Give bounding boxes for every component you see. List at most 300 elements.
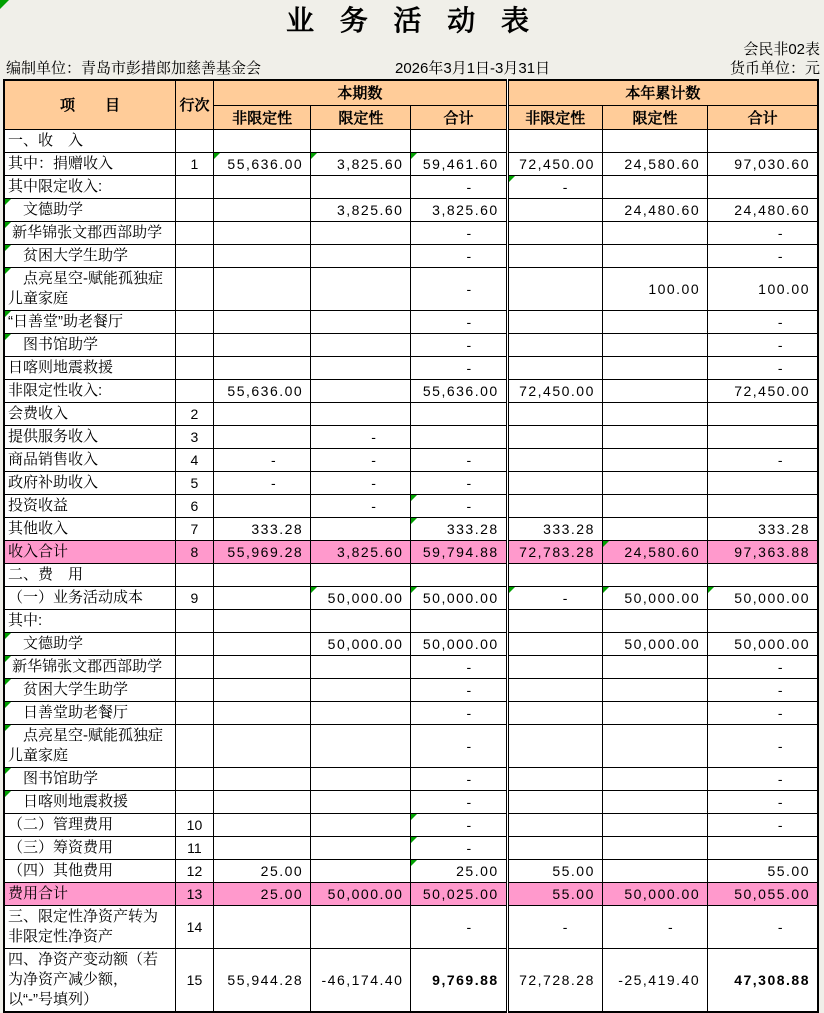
item-cell[interactable]: 贫困大学生助学 <box>4 678 175 701</box>
item-cell[interactable]: 二、费 用 <box>4 563 175 586</box>
value-cell[interactable]: 25.00 <box>213 882 310 905</box>
item-cell[interactable]: 其中限定收入: <box>4 175 175 198</box>
value-cell[interactable] <box>507 632 602 655</box>
value-cell[interactable]: - <box>411 905 507 948</box>
value-cell[interactable]: 72,783.28 <box>507 540 602 563</box>
value-cell[interactable] <box>311 517 411 540</box>
value-cell[interactable] <box>507 471 602 494</box>
value-cell[interactable] <box>311 129 411 152</box>
item-cell[interactable]: “日善堂”助老餐厅 <box>4 310 175 333</box>
value-cell[interactable] <box>311 724 411 767</box>
value-cell[interactable] <box>507 701 602 724</box>
value-cell[interactable]: - <box>411 175 507 198</box>
value-cell[interactable]: - <box>708 790 818 813</box>
error-indicator-icon <box>5 791 11 797</box>
line-no-cell[interactable]: 7 <box>175 517 213 540</box>
line-no-cell[interactable] <box>175 701 213 724</box>
value-cell[interactable]: - <box>708 813 818 836</box>
value-cell[interactable]: - <box>708 701 818 724</box>
item-cell[interactable]: （一）业务活动成本 <box>4 586 175 609</box>
header-line-no[interactable]: 行次 <box>175 80 213 129</box>
value-cell[interactable]: -46,174.40 <box>311 948 411 1012</box>
line-no-cell[interactable] <box>175 333 213 356</box>
value-cell[interactable] <box>507 198 602 221</box>
value-cell[interactable]: 9,769.88 <box>411 948 507 1012</box>
value-cell[interactable]: 24,480.60 <box>602 198 707 221</box>
value-cell[interactable]: 72,450.00 <box>507 152 602 175</box>
value-cell[interactable]: - <box>708 905 818 948</box>
value-cell[interactable] <box>708 425 818 448</box>
value-cell[interactable] <box>602 836 707 859</box>
table-row <box>4 425 818 448</box>
value-cell[interactable] <box>602 471 707 494</box>
value-cell[interactable] <box>507 655 602 678</box>
value-cell[interactable] <box>602 333 707 356</box>
value-cell[interactable] <box>311 379 411 402</box>
item-cell[interactable]: （四）其他费用 <box>4 859 175 882</box>
value-cell[interactable] <box>213 905 310 948</box>
value-cell[interactable] <box>213 244 310 267</box>
value-cell[interactable] <box>311 790 411 813</box>
value-cell[interactable] <box>311 701 411 724</box>
value-cell[interactable] <box>213 813 310 836</box>
line-no-cell[interactable]: 10 <box>175 813 213 836</box>
value-cell[interactable] <box>507 609 602 632</box>
value-cell[interactable]: - <box>507 586 602 609</box>
line-no-cell[interactable] <box>175 724 213 767</box>
value-cell[interactable] <box>213 701 310 724</box>
line-no-cell[interactable]: 2 <box>175 402 213 425</box>
value-cell[interactable]: - <box>311 425 411 448</box>
item-cell[interactable]: 贫困大学生助学 <box>4 244 175 267</box>
value-cell[interactable]: - <box>411 678 507 701</box>
value-cell[interactable] <box>708 609 818 632</box>
value-cell[interactable] <box>213 310 310 333</box>
value-cell[interactable]: 3,825.60 <box>311 540 411 563</box>
value-cell[interactable] <box>602 655 707 678</box>
header-current-total[interactable]: 合计 <box>411 105 507 129</box>
line-no-cell[interactable] <box>175 129 213 152</box>
line-no-cell[interactable] <box>175 609 213 632</box>
value-cell[interactable] <box>311 221 411 244</box>
header-year-to-date[interactable]: 本年累计数 <box>507 80 818 105</box>
header-current-period[interactable]: 本期数 <box>213 80 507 105</box>
value-cell[interactable] <box>311 175 411 198</box>
value-cell[interactable]: 50,055.00 <box>708 882 818 905</box>
value-cell[interactable]: - <box>411 333 507 356</box>
value-cell[interactable]: 55,636.00 <box>411 379 507 402</box>
value-cell[interactable] <box>507 813 602 836</box>
value-cell[interactable]: 100.00 <box>602 267 707 310</box>
line-no-cell[interactable]: 3 <box>175 425 213 448</box>
line-no-cell[interactable] <box>175 356 213 379</box>
error-indicator-icon <box>411 860 417 866</box>
value-cell[interactable]: 55.00 <box>507 882 602 905</box>
value-cell[interactable] <box>507 244 602 267</box>
value-cell[interactable]: - <box>708 333 818 356</box>
value-cell[interactable] <box>311 609 411 632</box>
line-no-cell[interactable] <box>175 198 213 221</box>
value-cell[interactable] <box>507 790 602 813</box>
line-no-cell[interactable] <box>175 790 213 813</box>
value-cell[interactable] <box>213 586 310 609</box>
table-row <box>4 859 818 882</box>
value-cell[interactable] <box>507 333 602 356</box>
table-row <box>4 905 818 948</box>
line-no-cell[interactable] <box>175 244 213 267</box>
item-cell[interactable]: 费用合计 <box>4 882 175 905</box>
item-cell[interactable]: 提供服务收入 <box>4 425 175 448</box>
item-cell[interactable]: 其他收入 <box>4 517 175 540</box>
line-no-cell[interactable]: 13 <box>175 882 213 905</box>
value-cell[interactable] <box>213 356 310 379</box>
value-cell[interactable]: - <box>213 448 310 471</box>
value-cell[interactable]: 59,794.88 <box>411 540 507 563</box>
value-cell[interactable]: - <box>411 267 507 310</box>
value-cell[interactable]: - <box>708 310 818 333</box>
value-cell[interactable] <box>311 836 411 859</box>
value-cell[interactable] <box>602 356 707 379</box>
item-cell[interactable]: 图书馆助学 <box>4 767 175 790</box>
value-cell[interactable]: 50,000.00 <box>602 586 707 609</box>
header-ytd-unrestricted[interactable]: 非限定性 <box>507 105 602 129</box>
value-cell[interactable] <box>311 678 411 701</box>
value-cell[interactable]: 50,000.00 <box>602 632 707 655</box>
value-cell[interactable] <box>708 563 818 586</box>
value-cell[interactable] <box>708 471 818 494</box>
value-cell[interactable]: - <box>507 175 602 198</box>
line-no-cell[interactable]: 5 <box>175 471 213 494</box>
value-cell[interactable]: 50,000.00 <box>411 632 507 655</box>
value-cell[interactable] <box>708 175 818 198</box>
error-indicator-icon <box>214 153 220 159</box>
item-cell[interactable]: （三）筹资费用 <box>4 836 175 859</box>
value-cell[interactable] <box>507 448 602 471</box>
value-cell[interactable]: - <box>708 678 818 701</box>
value-cell[interactable] <box>311 356 411 379</box>
value-cell[interactable] <box>602 175 707 198</box>
value-cell[interactable] <box>213 425 310 448</box>
value-cell[interactable]: - <box>708 655 818 678</box>
line-no-cell[interactable] <box>175 767 213 790</box>
line-no-cell[interactable]: 12 <box>175 859 213 882</box>
value-cell[interactable] <box>602 563 707 586</box>
item-cell[interactable]: 其中：捐赠收入 <box>4 152 175 175</box>
table-row <box>4 678 818 701</box>
value-cell[interactable] <box>602 129 707 152</box>
currency-unit: 货币单位：元 <box>729 60 820 77</box>
value-cell[interactable] <box>602 244 707 267</box>
value-cell[interactable]: - <box>708 767 818 790</box>
header-current-unrestricted[interactable]: 非限定性 <box>213 105 310 129</box>
value-cell[interactable]: 50,000.00 <box>708 632 818 655</box>
value-cell[interactable] <box>213 402 310 425</box>
header-item[interactable]: 项 目 <box>4 80 175 129</box>
value-cell[interactable] <box>311 267 411 310</box>
value-cell[interactable]: 97,030.60 <box>708 152 818 175</box>
value-cell[interactable]: - <box>411 356 507 379</box>
value-cell[interactable]: - <box>411 813 507 836</box>
value-cell[interactable]: 3,825.60 <box>311 152 411 175</box>
line-no-cell[interactable] <box>175 310 213 333</box>
item-cell[interactable]: 文德助学 <box>4 198 175 221</box>
value-cell[interactable] <box>213 563 310 586</box>
item-cell[interactable]: 新华锦张文郡西部助学 <box>4 655 175 678</box>
value-cell[interactable]: 50,000.00 <box>311 882 411 905</box>
value-cell[interactable]: 333.28 <box>213 517 310 540</box>
value-cell[interactable]: - <box>411 471 507 494</box>
value-cell[interactable]: 55,944.28 <box>213 948 310 1012</box>
value-cell[interactable]: 97,363.88 <box>708 540 818 563</box>
value-cell[interactable] <box>411 563 507 586</box>
value-cell[interactable] <box>507 310 602 333</box>
value-cell[interactable]: 333.28 <box>411 517 507 540</box>
value-cell[interactable] <box>602 767 707 790</box>
value-cell[interactable] <box>213 129 310 152</box>
line-no-cell[interactable] <box>175 563 213 586</box>
value-cell[interactable] <box>213 609 310 632</box>
item-cell[interactable]: 图书馆助学 <box>4 333 175 356</box>
value-cell[interactable] <box>311 563 411 586</box>
item-cell[interactable]: （二）管理费用 <box>4 813 175 836</box>
value-cell[interactable] <box>602 310 707 333</box>
item-cell[interactable]: 点亮星空-赋能孤独症儿童家庭 <box>4 724 175 767</box>
line-no-cell[interactable]: 6 <box>175 494 213 517</box>
value-cell[interactable]: 55.00 <box>708 859 818 882</box>
value-cell[interactable]: - <box>311 471 411 494</box>
value-cell[interactable] <box>507 425 602 448</box>
value-cell[interactable] <box>708 494 818 517</box>
value-cell[interactable] <box>602 701 707 724</box>
value-cell[interactable]: 55,636.00 <box>213 379 310 402</box>
value-cell[interactable]: 333.28 <box>708 517 818 540</box>
value-cell[interactable]: - <box>411 767 507 790</box>
value-cell[interactable]: - <box>507 905 602 948</box>
value-cell[interactable]: 72,450.00 <box>708 379 818 402</box>
value-cell[interactable]: 24,580.60 <box>602 152 707 175</box>
value-cell[interactable] <box>213 333 310 356</box>
item-cell[interactable]: 新华锦张文郡西部助学 <box>4 221 175 244</box>
value-cell[interactable]: - <box>411 310 507 333</box>
item-cell[interactable]: 日善堂助老餐厅 <box>4 701 175 724</box>
value-cell[interactable]: - <box>213 471 310 494</box>
value-cell[interactable] <box>602 813 707 836</box>
value-cell[interactable] <box>507 724 602 767</box>
value-cell[interactable]: 50,000.00 <box>311 632 411 655</box>
table-row <box>4 813 818 836</box>
value-cell[interactable] <box>602 425 707 448</box>
value-cell[interactable] <box>507 836 602 859</box>
value-cell[interactable] <box>311 767 411 790</box>
item-cell[interactable]: 点亮星空-赋能孤独症儿童家庭 <box>4 267 175 310</box>
value-cell[interactable]: 72,450.00 <box>507 379 602 402</box>
item-cell[interactable]: 投资收益 <box>4 494 175 517</box>
value-cell[interactable]: 47,308.88 <box>708 948 818 1012</box>
value-cell[interactable] <box>213 267 310 310</box>
item-cell[interactable]: 文德助学 <box>4 632 175 655</box>
value-cell[interactable]: 24,580.60 <box>602 540 707 563</box>
value-cell[interactable]: - <box>708 356 818 379</box>
value-cell[interactable] <box>411 425 507 448</box>
value-cell[interactable] <box>507 767 602 790</box>
line-no-cell[interactable] <box>175 678 213 701</box>
value-cell[interactable] <box>311 813 411 836</box>
value-cell[interactable]: 3,825.60 <box>411 198 507 221</box>
item-cell[interactable]: 一、收 入 <box>4 129 175 152</box>
header-ytd-total[interactable]: 合计 <box>708 105 818 129</box>
value-cell[interactable] <box>602 448 707 471</box>
header-ytd-restricted[interactable]: 限定性 <box>602 105 707 129</box>
value-cell[interactable] <box>602 609 707 632</box>
item-cell[interactable]: 政府补助收入 <box>4 471 175 494</box>
value-cell[interactable] <box>708 129 818 152</box>
value-cell[interactable] <box>213 836 310 859</box>
value-cell[interactable]: - <box>708 448 818 471</box>
header-current-restricted[interactable]: 限定性 <box>311 105 411 129</box>
value-cell[interactable]: - <box>311 494 411 517</box>
value-cell[interactable]: - <box>311 448 411 471</box>
value-cell[interactable] <box>311 905 411 948</box>
value-cell[interactable]: - <box>411 655 507 678</box>
value-cell[interactable] <box>708 836 818 859</box>
value-cell[interactable] <box>213 175 310 198</box>
table-row <box>4 701 818 724</box>
value-cell[interactable] <box>507 356 602 379</box>
value-cell[interactable]: 55.00 <box>507 859 602 882</box>
value-cell[interactable] <box>411 129 507 152</box>
table-row <box>4 448 818 471</box>
value-cell[interactable] <box>507 494 602 517</box>
value-cell[interactable]: 50,025.00 <box>411 882 507 905</box>
value-cell[interactable] <box>602 517 707 540</box>
item-cell[interactable]: 收入合计 <box>4 540 175 563</box>
line-no-cell[interactable]: 9 <box>175 586 213 609</box>
item-cell[interactable]: 其中: <box>4 609 175 632</box>
value-cell[interactable] <box>507 563 602 586</box>
line-no-cell[interactable] <box>175 221 213 244</box>
line-no-cell[interactable]: 11 <box>175 836 213 859</box>
value-cell[interactable] <box>602 859 707 882</box>
value-cell[interactable] <box>708 402 818 425</box>
value-cell[interactable] <box>411 609 507 632</box>
value-cell[interactable]: 50,000.00 <box>602 882 707 905</box>
table-row <box>4 836 818 859</box>
value-cell[interactable] <box>213 790 310 813</box>
value-cell[interactable]: - <box>602 905 707 948</box>
line-no-cell[interactable] <box>175 267 213 310</box>
value-cell[interactable]: 25.00 <box>411 859 507 882</box>
value-cell[interactable]: 55,969.28 <box>213 540 310 563</box>
value-cell[interactable] <box>507 221 602 244</box>
value-cell[interactable] <box>311 859 411 882</box>
value-cell[interactable] <box>507 678 602 701</box>
value-cell[interactable]: 50,000.00 <box>311 586 411 609</box>
value-cell[interactable] <box>213 767 310 790</box>
value-cell[interactable] <box>213 198 310 221</box>
line-no-cell[interactable]: 8 <box>175 540 213 563</box>
value-cell[interactable]: 25.00 <box>213 859 310 882</box>
value-cell[interactable] <box>213 494 310 517</box>
value-cell[interactable]: - <box>411 836 507 859</box>
value-cell[interactable] <box>602 790 707 813</box>
value-cell[interactable]: 55,636.00 <box>213 152 310 175</box>
value-cell[interactable]: 100.00 <box>708 267 818 310</box>
item-cell[interactable]: 日喀则地震救援 <box>4 356 175 379</box>
value-cell[interactable] <box>602 724 707 767</box>
line-no-cell[interactable] <box>175 379 213 402</box>
item-cell[interactable]: 四、净资产变动额（若为净资产减少额，以“-”号填列） <box>4 948 175 1012</box>
value-cell[interactable]: - <box>411 221 507 244</box>
table-row <box>4 563 818 586</box>
value-cell[interactable] <box>311 655 411 678</box>
value-cell[interactable] <box>411 402 507 425</box>
business-activity-table <box>3 79 819 1013</box>
value-cell[interactable] <box>602 379 707 402</box>
error-indicator-icon <box>5 222 11 228</box>
value-cell[interactable]: - <box>708 221 818 244</box>
value-cell[interactable] <box>602 494 707 517</box>
value-cell[interactable] <box>213 632 310 655</box>
value-cell[interactable]: - <box>708 244 818 267</box>
value-cell[interactable]: 3,825.60 <box>311 198 411 221</box>
value-cell[interactable] <box>507 129 602 152</box>
line-no-cell[interactable]: 4 <box>175 448 213 471</box>
value-cell[interactable]: -25,419.40 <box>602 948 707 1012</box>
line-no-cell[interactable] <box>175 655 213 678</box>
value-cell[interactable] <box>507 267 602 310</box>
line-no-cell[interactable]: 1 <box>175 152 213 175</box>
value-cell[interactable]: 50,000.00 <box>708 586 818 609</box>
item-cell[interactable]: 日喀则地震救援 <box>4 790 175 813</box>
value-cell[interactable]: - <box>411 244 507 267</box>
value-cell[interactable]: 59,461.60 <box>411 152 507 175</box>
value-cell[interactable] <box>213 655 310 678</box>
item-cell[interactable]: 三、限定性净资产转为非限定性净资产 <box>4 905 175 948</box>
value-cell[interactable]: 72,728.28 <box>507 948 602 1012</box>
value-cell[interactable] <box>311 244 411 267</box>
item-cell[interactable]: 会费收入 <box>4 402 175 425</box>
value-cell[interactable] <box>213 221 310 244</box>
value-cell[interactable]: 24,480.60 <box>708 198 818 221</box>
value-cell[interactable]: 333.28 <box>507 517 602 540</box>
value-cell[interactable]: - <box>411 724 507 767</box>
value-cell[interactable] <box>602 402 707 425</box>
value-cell[interactable] <box>213 678 310 701</box>
value-cell[interactable]: - <box>708 724 818 767</box>
value-cell[interactable]: 50,000.00 <box>411 586 507 609</box>
line-no-cell[interactable]: 14 <box>175 905 213 948</box>
line-no-cell[interactable]: 15 <box>175 948 213 1012</box>
value-cell[interactable]: - <box>411 790 507 813</box>
error-indicator-icon <box>5 633 11 639</box>
line-no-cell[interactable] <box>175 632 213 655</box>
value-cell[interactable] <box>311 402 411 425</box>
value-cell[interactable]: - <box>411 448 507 471</box>
table-row <box>4 402 818 425</box>
table-row <box>4 586 818 609</box>
item-cell[interactable]: 商品销售收入 <box>4 448 175 471</box>
item-cell[interactable]: 非限定性收入: <box>4 379 175 402</box>
value-cell[interactable]: - <box>411 701 507 724</box>
value-cell[interactable] <box>602 678 707 701</box>
value-cell[interactable] <box>602 221 707 244</box>
value-cell[interactable] <box>507 402 602 425</box>
value-cell[interactable]: - <box>411 494 507 517</box>
value-cell[interactable] <box>311 333 411 356</box>
value-cell[interactable] <box>213 724 310 767</box>
line-no-cell[interactable] <box>175 175 213 198</box>
value-cell[interactable] <box>311 310 411 333</box>
